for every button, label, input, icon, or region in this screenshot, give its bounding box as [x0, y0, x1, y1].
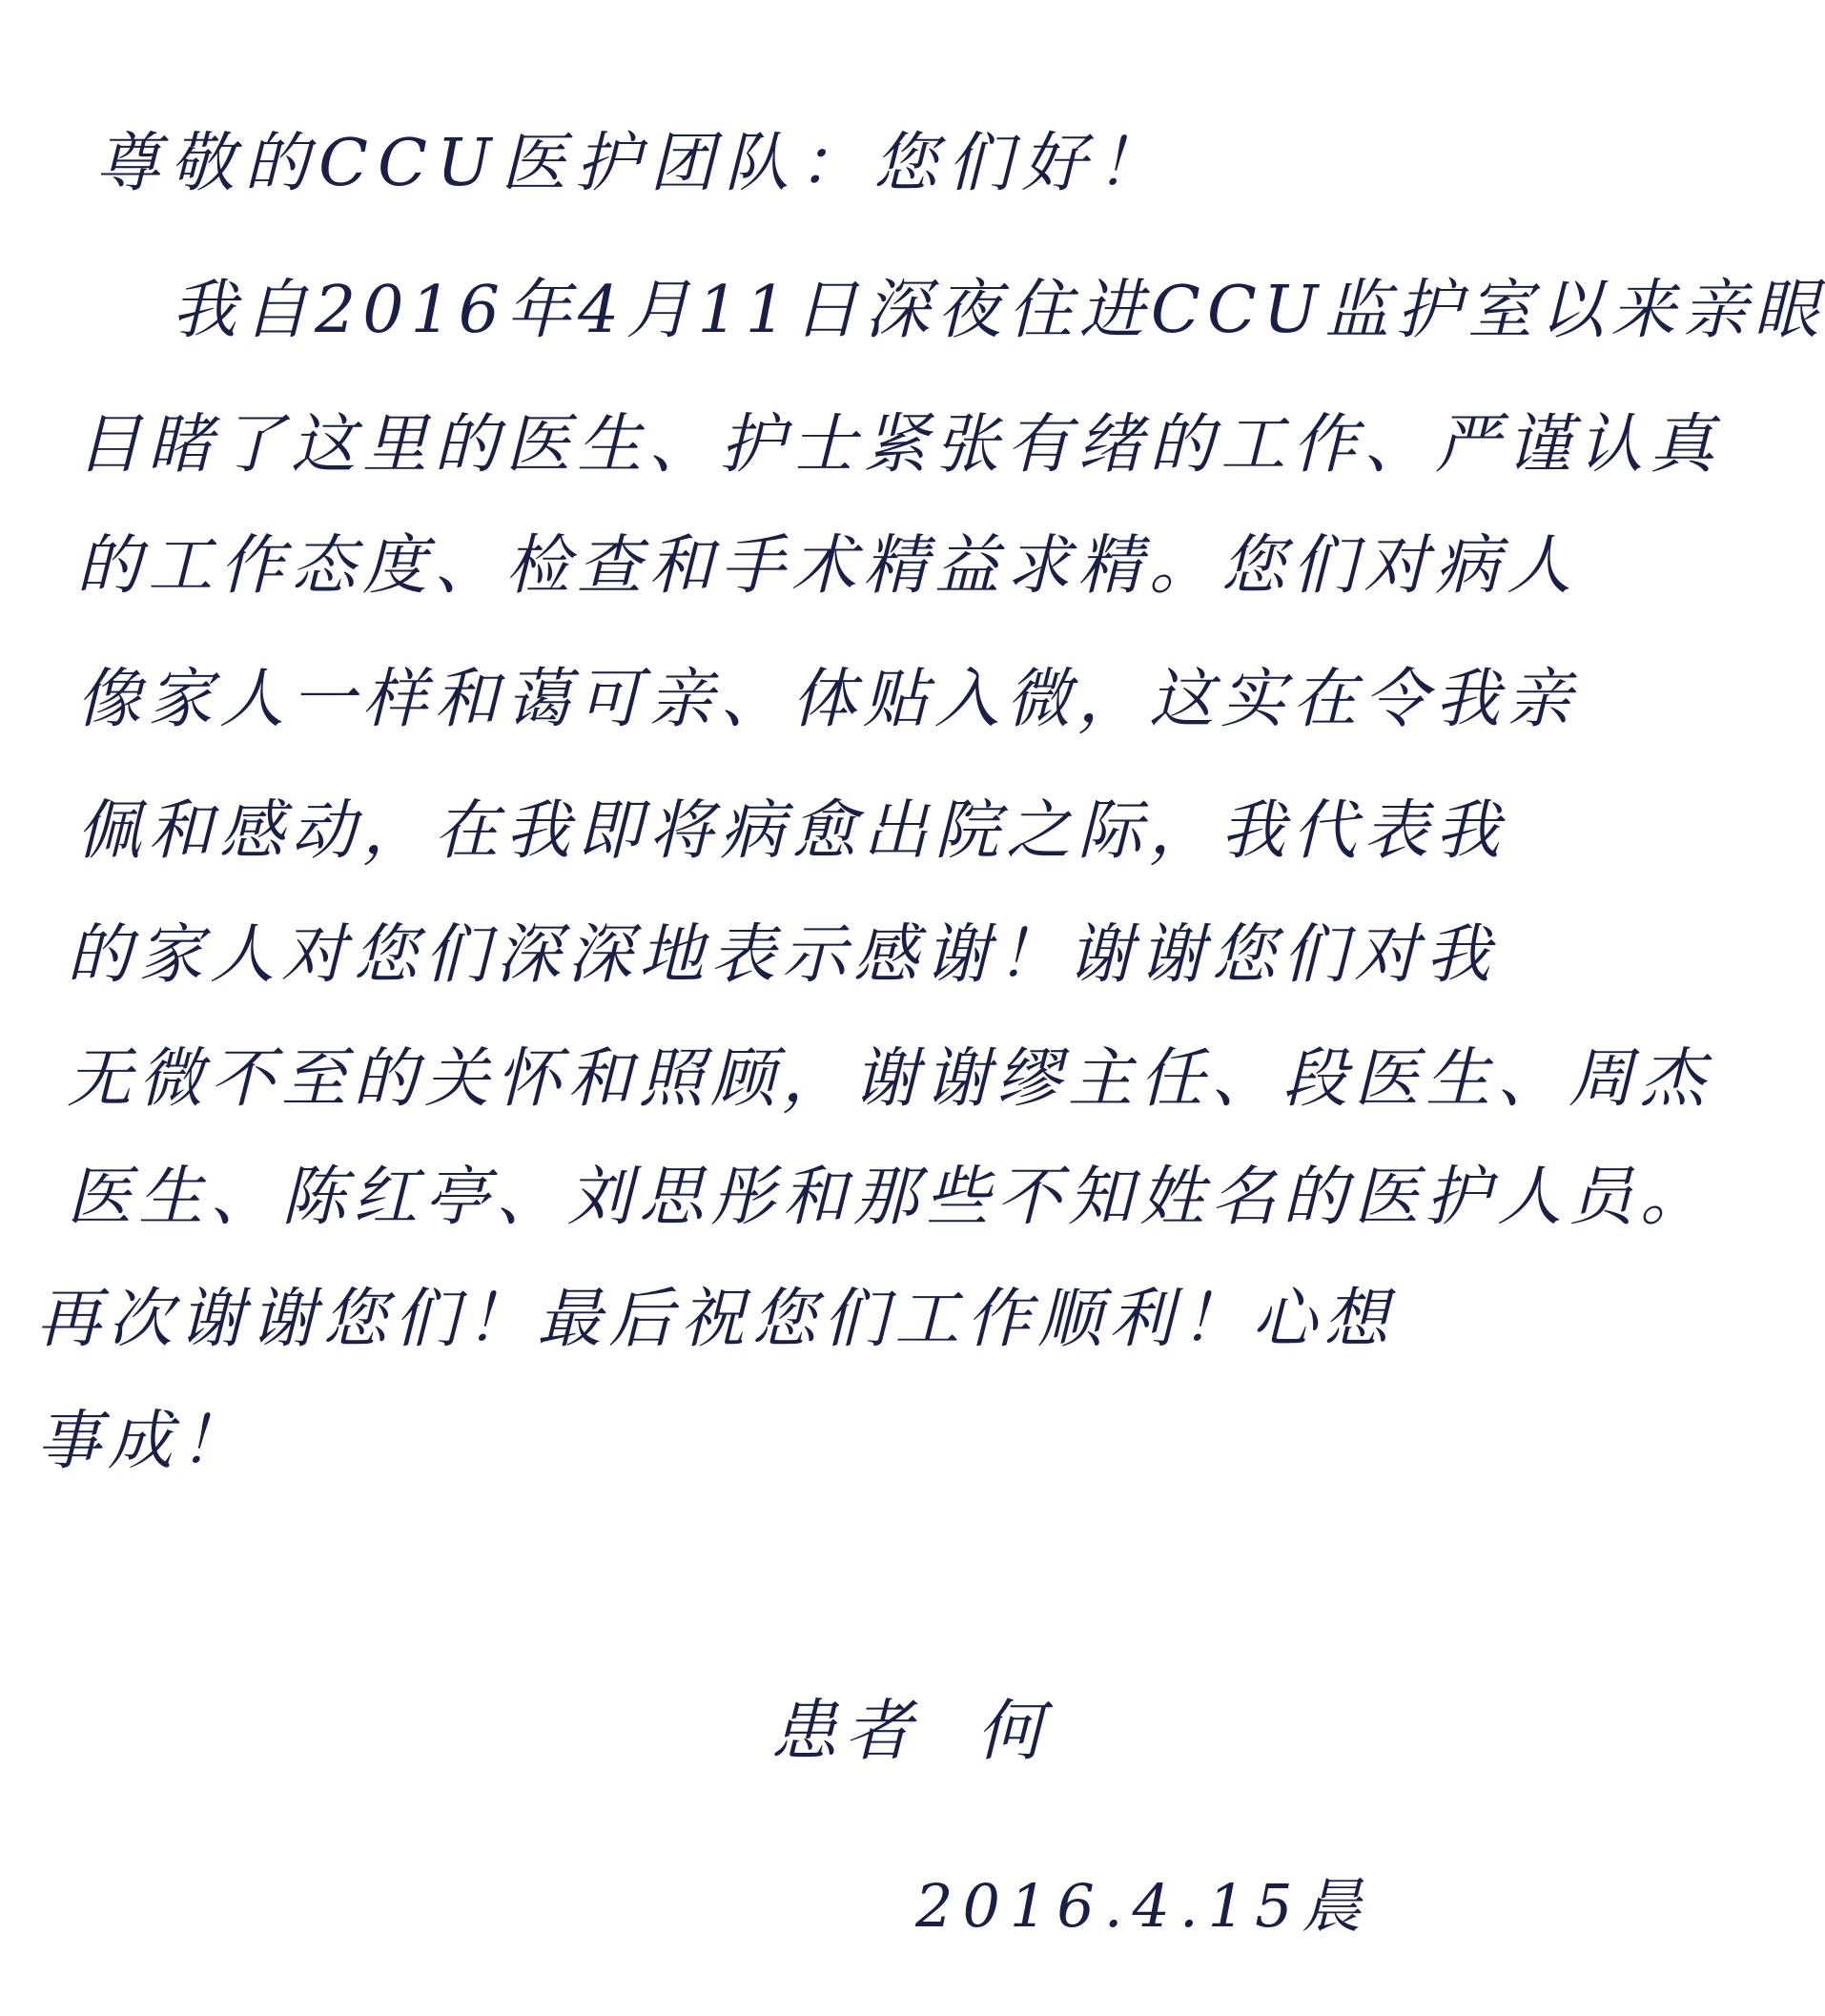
letter-line: 的工作态度、检查和手术精益求精。您们对病人	[76, 528, 1579, 604]
letter-line: 目睹了这里的医生、护士紧张有绪的工作、严谨认真	[76, 407, 1722, 483]
letter-line: 事成！	[36, 1404, 252, 1479]
letter-greeting: 尊敬的CCU医护团队：您们好！	[95, 126, 1171, 201]
letter-line: 像家人一样和蔼可亲、体贴入微，这实在令我亲	[76, 662, 1579, 737]
letter-line: 无微不至的关怀和照顾，谢谢缪主任、段医生、周杰	[67, 1041, 1712, 1117]
signature-name: 何	[976, 1692, 1051, 1770]
letter-line: 佩和感动，在我即将病愈出院之际，我代表我	[76, 793, 1507, 869]
letter-date: 2016.4.15晨	[915, 1871, 1371, 1941]
letter-line: 再次谢谢您们！最后祝您们工作顺利！心想	[36, 1282, 1396, 1357]
letter-line: 我自2016年4月11日深夜住进CCU监护室以来亲眼	[172, 273, 1825, 348]
signature-role: 患者	[770, 1692, 919, 1770]
letter-line: 医生、陈红亭、刘思彤和那些不知姓名的医护人员。	[67, 1160, 1712, 1235]
letter-line: 的家人对您们深深地表示感谢！谢谢您们对我	[67, 917, 1498, 993]
signature	[770, 1692, 1051, 1770]
